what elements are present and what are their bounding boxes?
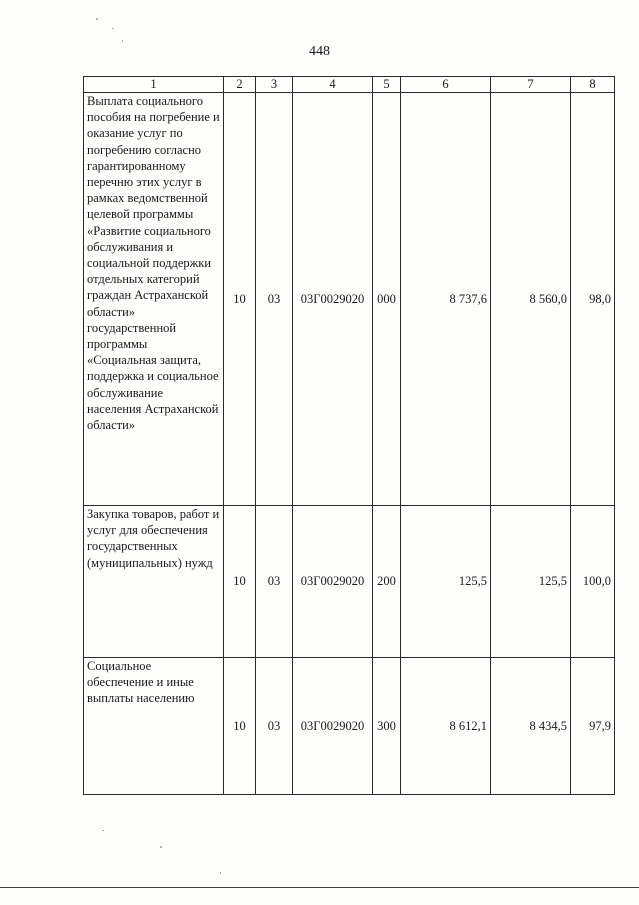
table-row xyxy=(84,506,615,658)
planned-amount: 8 612,1 xyxy=(401,658,491,795)
column-header: 3 xyxy=(256,77,293,93)
column-header: 7 xyxy=(491,77,571,93)
header-row xyxy=(84,77,615,93)
scan-speck xyxy=(220,872,221,874)
execution-percent: 100,0 xyxy=(571,506,615,658)
column-header: 4 xyxy=(293,77,373,93)
planned-amount: 8 737,6 xyxy=(401,93,491,506)
expense-name: Социальное обеспечение и иные выплаты населению xyxy=(84,658,224,795)
scan-speck xyxy=(96,18,98,20)
column-header: 2 xyxy=(224,77,256,93)
execution-percent: 98,0 xyxy=(571,93,615,506)
target-article-code: 03Г0029020 xyxy=(293,93,373,506)
budget-table xyxy=(83,76,615,795)
column-header: 6 xyxy=(401,77,491,93)
table-row xyxy=(84,658,615,795)
expense-type-code: 300 xyxy=(373,658,401,795)
expense-name: Закупка товаров, работ и услуг для обеспечения государственных (муниципальных) нужд xyxy=(84,506,224,658)
actual-amount: 8 560,0 xyxy=(491,93,571,506)
actual-amount: 125,5 xyxy=(491,506,571,658)
page-number: 448 xyxy=(309,44,330,59)
planned-amount: 125,5 xyxy=(401,506,491,658)
expense-type-code: 000 xyxy=(373,93,401,506)
column-header: 5 xyxy=(373,77,401,93)
section-code: 10 xyxy=(224,93,256,506)
expense-type-code: 200 xyxy=(373,506,401,658)
subsection-code: 03 xyxy=(256,658,293,795)
scan-speck xyxy=(112,28,114,29)
target-article-code: 03Г0029020 xyxy=(293,506,373,658)
column-header: 1 xyxy=(84,77,224,93)
scan-speck xyxy=(160,846,162,848)
execution-percent: 97,9 xyxy=(571,658,615,795)
page-bottom-rule xyxy=(0,887,639,888)
scan-speck xyxy=(102,830,104,831)
section-code: 10 xyxy=(224,658,256,795)
scan-speck xyxy=(122,40,123,42)
actual-amount: 8 434,5 xyxy=(491,658,571,795)
target-article-code: 03Г0029020 xyxy=(293,658,373,795)
expense-name: Выплата социального пособия на погребение и оказание услуг по погребению согласно гарантированному перечню этих услуг в рамках ведомственной целевой программы «Развитие социального обслуживания и социальной поддержки отдельных категорий граждан Астраханской области» государственной программы «Социальная защита, поддержка и социальное обслуживание населения Астраханской области» xyxy=(84,93,224,506)
section-code: 10 xyxy=(224,506,256,658)
subsection-code: 03 xyxy=(256,506,293,658)
subsection-code: 03 xyxy=(256,93,293,506)
table-row xyxy=(84,93,615,506)
column-header: 8 xyxy=(571,77,615,93)
